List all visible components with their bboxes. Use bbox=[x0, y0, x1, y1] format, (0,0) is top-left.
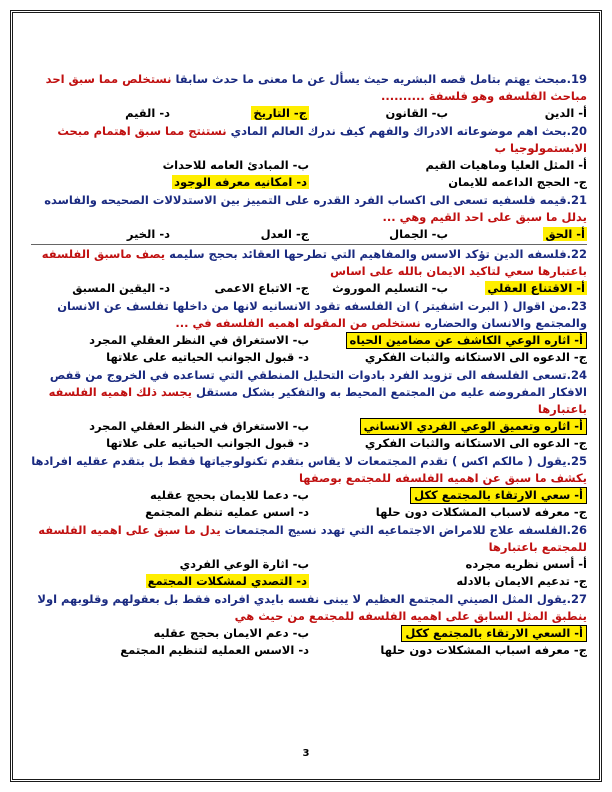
option-b: ب- دعم الايمان بحجج عقليه bbox=[153, 626, 309, 640]
option-a-answer: أ- السعي الارتقاء بالمجتمع ككل bbox=[401, 625, 587, 642]
question-conclusion: يجسد ذلك اهميه الفلسفه باعتبارها bbox=[48, 385, 587, 416]
option-d: د- الخير bbox=[126, 227, 170, 241]
question-conclusion: يدل ما سبق على اهميه الفلسفه للمجتمع باعتبارها bbox=[38, 523, 587, 554]
options-row bbox=[31, 487, 587, 504]
question-text: فلسفه الدين تؤكد الاسس والمفاهيم التي تطرحها العقائد بحجج سليمه bbox=[169, 247, 567, 261]
question-text: يقول المثل الصيني المجتمع العظيم لا يبنى نفسه بايدي افراده فقط بل بعقولهم وقلوبهم اولا bbox=[37, 592, 567, 606]
question-text: قيمه فلسفيه تسعى الى اكساب الفرد القدره على التمييز بين الاستدلالات الصحيحه والفاسده bbox=[44, 193, 567, 207]
option-a-answer: أ- اثاره الوعي الكاشف عن مضامين الحياه bbox=[346, 332, 587, 349]
option-c: ج- الحجج الداعمه للايمان bbox=[448, 175, 587, 189]
question-number: 23. bbox=[566, 299, 587, 313]
question-26 bbox=[31, 522, 587, 590]
question-text: مبحث يهتم بتامل قصه البشريه حيث يسأل عن ما معنى ما حدث سابقا bbox=[175, 72, 567, 86]
options-row bbox=[31, 105, 587, 122]
question-number: 25. bbox=[566, 454, 587, 468]
questions-list bbox=[31, 71, 587, 660]
question-27 bbox=[31, 591, 587, 659]
option-c: ج- العدل bbox=[260, 227, 309, 241]
option-c: ج- تدعيم الايمان بالادله bbox=[456, 574, 587, 588]
option-b: ب- المبادئ العامه للاحداث bbox=[162, 158, 309, 172]
page-number: 3 bbox=[302, 748, 310, 759]
options-row bbox=[31, 280, 587, 297]
option-a-answer: أ- الاقتناع العقلي bbox=[487, 281, 585, 295]
question-number: 20. bbox=[566, 124, 587, 138]
question-text: الفلسفه علاج للامراض الاجتماعيه التي تهدد نسيج المجتمعات bbox=[224, 523, 567, 537]
option-b: ب- القانون bbox=[385, 106, 448, 120]
option-d-answer: د- التصدي لمشكلات المجتمع bbox=[147, 574, 307, 588]
option-c: ج- الدعوه الى الاستكانه والثبات الفكري bbox=[364, 350, 587, 364]
question-conclusion: يدلل ما سبق على احد القيم وهي ... bbox=[382, 210, 587, 224]
option-d-answer: د- امكانيه معرفه الوجود bbox=[174, 175, 307, 189]
question-21 bbox=[31, 192, 587, 243]
question-19 bbox=[31, 71, 587, 122]
option-b: ب- التسليم الموروث bbox=[332, 281, 448, 295]
options-row bbox=[31, 435, 587, 452]
option-a-answer: أ- الحق bbox=[545, 227, 585, 241]
option-b: ب- الجمال bbox=[389, 227, 448, 241]
options-row bbox=[31, 418, 587, 435]
page-border bbox=[10, 10, 602, 782]
options-row bbox=[31, 157, 587, 174]
option-b: ب- اثارة الوعي الفردي bbox=[179, 557, 309, 571]
question-text: من اقوال ( البرت اشفيتر ) ان الفلسفه تقود الانسانيه لانها من داخلها تفلسف عن الانسان والمجتمع والانسان والحضاره bbox=[57, 299, 587, 330]
question-number: 24. bbox=[566, 368, 587, 382]
option-a: أ- أسس نظريه مجرده bbox=[465, 557, 587, 571]
question-number: 22. bbox=[566, 247, 587, 261]
question-number: 26. bbox=[566, 523, 587, 537]
option-c: ج- الدعوه الى الاستكانه والثبات الفكري bbox=[364, 436, 587, 450]
options-row bbox=[31, 174, 587, 191]
question-24 bbox=[31, 367, 587, 452]
option-d: د- قبول الجوانب الحياتيه على علاتها bbox=[106, 350, 309, 364]
option-c-answer: ج- التاريخ bbox=[253, 106, 307, 120]
options-row bbox=[31, 332, 587, 349]
question-20 bbox=[31, 123, 587, 191]
question-conclusion: يكشف ما سبق عن اهميه الفلسفه للمجتمع بوصفها bbox=[298, 471, 587, 485]
question-22 bbox=[31, 246, 587, 297]
question-number: 21. bbox=[566, 193, 587, 207]
option-b: ب- دعما للايمان بحجج عقليه bbox=[149, 488, 309, 502]
option-a-answer: أ- اثاره وتعميق الوعي الفردي الانساني bbox=[360, 418, 587, 435]
divider bbox=[31, 244, 587, 245]
question-text: بحث اهم موضوعاته الادراك والفهم كيف ندرك العالم المادي bbox=[230, 124, 567, 138]
question-25 bbox=[31, 453, 587, 521]
option-d: د- اسس عمليه تنظم المجتمع bbox=[145, 505, 309, 519]
option-c: ج- معرفه لاسباب المشكلات دون حلها bbox=[375, 505, 587, 519]
question-conclusion: نستخلص مما سبق احد مباحث الفلسفه وهو فلسفة .......... bbox=[45, 72, 587, 103]
question-conclusion: نستخلص من المقوله اهميه الفلسفه في ... bbox=[175, 316, 421, 330]
option-a: أ- الدين bbox=[544, 106, 587, 120]
question-23 bbox=[31, 298, 587, 366]
question-text: تسعى الفلسفه الى تزويد الفرد بادوات التحليل المنطقي التي تساعده في الخروج من قفص الافكار المفروضه عليه من المجتمع المحيط به والتفكير بشكل مستقل bbox=[49, 368, 587, 399]
option-a-answer: أ- سعي الارتقاء بالمجتمع ككل bbox=[410, 487, 587, 504]
question-conclusion: يصف ماسبق الفلسفه باعتبارها سعي لتاكيد الايمان بالله على اساس bbox=[41, 247, 587, 278]
options-row bbox=[31, 556, 587, 573]
options-row bbox=[31, 642, 587, 659]
option-d: د- قبول الجوانب الحياتيه على علاتها bbox=[106, 436, 309, 450]
question-conclusion: نستنتج مما سبق اهتمام مبحث الابستمولوجيا ب bbox=[57, 124, 587, 155]
question-number: 27. bbox=[566, 592, 587, 606]
option-d: د- القيم bbox=[125, 106, 170, 120]
option-b: ب- الاستغراق في النظر العقلي المجرد bbox=[89, 419, 309, 433]
question-number: 19. bbox=[566, 72, 587, 86]
question-conclusion: ينطبق المثل السابق على اهميه الفلسفه للمجتمع من حيث هي bbox=[234, 609, 587, 623]
options-row bbox=[31, 226, 587, 243]
option-c: ج- الاتباع الاعمى bbox=[214, 281, 309, 295]
options-row bbox=[31, 349, 587, 366]
options-row bbox=[31, 573, 587, 590]
option-c: ج- معرفه اسباب المشكلات دون حلها bbox=[380, 643, 587, 657]
options-row bbox=[31, 625, 587, 642]
options-row bbox=[31, 504, 587, 521]
option-d: د- اليقين المسبق bbox=[72, 281, 170, 295]
option-d: د- الاسس العمليه لتنظيم المجتمع bbox=[120, 643, 309, 657]
option-a: أ- المثل العليا وماهيات القيم bbox=[425, 158, 587, 172]
question-text: يقول ( مالكم اكس ) تقدم المجتمعات لا يقاس بتقدم تكنولوجياتها فقط بل بتقدم عقليه افرادها bbox=[31, 454, 567, 468]
option-b: ب- الاستغراق في النظر العقلي المجرد bbox=[89, 333, 309, 347]
